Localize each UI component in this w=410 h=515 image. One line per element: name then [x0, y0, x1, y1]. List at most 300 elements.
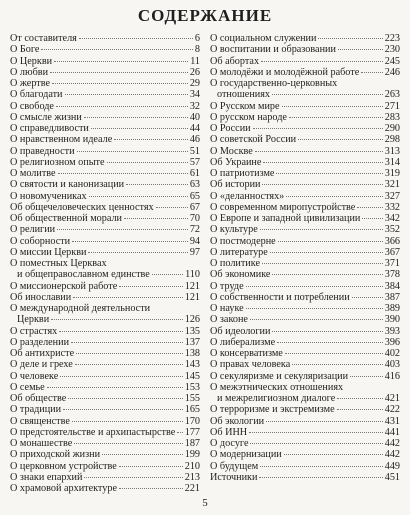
toc-entry [210, 213, 400, 224]
toc-entry-title: О культуре [210, 224, 258, 236]
toc-entry [210, 56, 400, 67]
toc-entry-title: О разделении [10, 336, 70, 348]
leader-dots [285, 353, 383, 354]
toc-entry [210, 281, 400, 292]
toc-entry-title: О любви [10, 66, 49, 78]
toc-entry [210, 449, 400, 460]
toc-entry-title-cont: и межрелигиозном диалоге [217, 393, 336, 404]
leader-dots [91, 128, 188, 129]
toc-entry-title: О благодати [10, 89, 63, 101]
leader-dots [119, 488, 183, 489]
toc-page-number: 416 [384, 370, 400, 382]
toc-entry-title: О новомучениках [10, 190, 87, 202]
toc-entry-title: О святости и канонизации [10, 179, 125, 191]
toc-page-number: 34 [189, 89, 200, 101]
toc-entry-title: От составителя [10, 33, 77, 44]
leader-dots [262, 263, 383, 264]
toc-entry-title: О терроризме и экстремизме [210, 404, 335, 416]
toc-page-number: 51 [189, 145, 200, 157]
toc-entry-title: О либерализме [210, 336, 276, 348]
leader-dots [156, 207, 188, 208]
toc-entry-title: О нравственном идеале [10, 134, 113, 146]
leader-dots [260, 466, 382, 467]
toc-page-number: 97 [189, 246, 200, 258]
leader-dots [270, 252, 383, 253]
leader-dots [259, 477, 382, 478]
toc-page-number: 332 [384, 201, 400, 213]
toc-entry-title-cont: отношениях [217, 89, 271, 101]
leader-dots [72, 241, 188, 242]
toc-page-number: 431 [384, 415, 400, 427]
leader-dots [249, 432, 383, 433]
toc-page-number: 449 [384, 460, 400, 472]
leader-dots [298, 139, 383, 140]
toc-page-number: 63 [189, 179, 200, 191]
toc-page-number: 442 [384, 449, 400, 461]
leader-dots [338, 49, 383, 50]
toc-entry [10, 258, 200, 281]
toc-entry [10, 44, 200, 55]
toc-entry [10, 146, 200, 157]
toc-page-number: 367 [384, 246, 400, 258]
toc-entry-title: Об идеологии [210, 325, 271, 337]
leader-dots [352, 297, 383, 298]
toc-entry-title-cont: Церкви [17, 314, 50, 326]
toc-entry-title: О справедливости [10, 123, 89, 134]
toc-page-number: 290 [384, 123, 400, 134]
toc-entry [210, 78, 400, 101]
toc-page-number: 421 [384, 393, 400, 404]
toc-page-number: 61 [189, 168, 200, 179]
toc-entry [210, 44, 400, 55]
toc-entry-title: О досуге [210, 438, 249, 449]
leader-dots [278, 241, 383, 242]
toc-entry-title: О Боге [10, 44, 40, 56]
toc-entry-title: О молитве [10, 168, 56, 179]
leader-dots [114, 139, 188, 140]
toc-entry [210, 191, 400, 202]
leader-dots [72, 421, 183, 422]
toc-page-number: 319 [384, 168, 400, 179]
leader-dots [292, 364, 382, 365]
leader-dots [255, 151, 383, 152]
toc-page-number: 121 [184, 280, 200, 292]
toc-page-number: 441 [384, 426, 400, 438]
toc-entry [210, 157, 400, 168]
toc-entry [10, 213, 200, 224]
toc-entry [210, 461, 400, 472]
toc-entry [210, 134, 400, 145]
toc-page-number: 387 [384, 291, 400, 303]
leader-dots [75, 364, 183, 365]
toc-entry [10, 326, 200, 337]
toc-entry [10, 359, 200, 370]
toc-page-number: 26 [189, 66, 200, 78]
toc-page-number: 170 [184, 415, 200, 427]
toc-entry [10, 67, 200, 78]
toc-page-number: 32 [189, 100, 200, 112]
leader-dots [361, 72, 382, 73]
toc-entry-title: О труде [210, 280, 244, 292]
toc-entry-title: О предстоятельстве и архипастырстве [10, 426, 176, 438]
toc-entry [10, 191, 200, 202]
toc-entry [10, 247, 200, 258]
toc-page-number: 230 [384, 44, 400, 56]
page-number: 5 [202, 497, 208, 509]
toc-column-left [10, 33, 200, 494]
toc-entry [10, 382, 200, 393]
toc-entry-title: О религии [10, 224, 56, 236]
leader-dots [337, 398, 382, 399]
leader-dots [56, 106, 188, 107]
leader-dots [76, 353, 183, 354]
toc-page-number: 213 [184, 471, 200, 483]
toc-entry [210, 371, 400, 382]
toc-page-number: 155 [184, 393, 200, 404]
toc-entry [210, 438, 400, 449]
toc-entry-title: О знаки епархий [10, 471, 83, 483]
toc-entry-title: Об Украине [210, 156, 262, 168]
leader-dots [79, 38, 193, 39]
leader-dots [50, 72, 188, 73]
toc-entry [210, 416, 400, 427]
toc-entry-title: О собственности и потреблении [210, 291, 350, 303]
toc-entry [10, 134, 200, 145]
toc-entry-title: О «деланностях» [210, 190, 285, 202]
toc-page-number: 298 [384, 134, 400, 146]
toc-entry [10, 123, 200, 134]
toc-entry [10, 78, 200, 89]
toc-entry-title: О науке [210, 303, 244, 314]
toc-entry-title: Об экономике [210, 269, 271, 281]
toc-page-number: 352 [384, 224, 400, 236]
toc-page-number: 110 [185, 269, 200, 281]
toc-page-number: 396 [384, 336, 400, 348]
toc-entry-title: О жертве [10, 78, 51, 89]
toc-entry [210, 123, 400, 134]
toc-page-number: 165 [184, 404, 200, 416]
toc-entry [210, 382, 400, 405]
toc-entry [10, 202, 200, 213]
toc-page-number: 8 [194, 44, 200, 56]
leader-dots [246, 286, 383, 287]
toc-entry [210, 168, 400, 179]
leader-dots [152, 274, 183, 275]
toc-entry-title: О поместных Церквах [10, 258, 107, 269]
toc-entry [210, 258, 400, 269]
toc-page-number: 402 [384, 348, 400, 359]
leader-dots [272, 274, 382, 275]
toc-page-number: 245 [384, 55, 400, 67]
toc-page-number: 451 [384, 471, 400, 483]
toc-entry-title: О Церкви [10, 55, 53, 67]
toc-entry-title: О политике [210, 258, 260, 269]
toc-entry-title: Об экологии [210, 415, 265, 427]
toc-entry [10, 348, 200, 359]
toc-page-number: 384 [384, 280, 400, 292]
toc-page-number: 137 [184, 336, 200, 348]
toc-page-number: 44 [189, 123, 200, 134]
toc-entry [210, 236, 400, 247]
toc-page-number: 342 [384, 213, 400, 224]
toc-page-number: 143 [184, 359, 200, 371]
toc-page-number: 46 [189, 134, 200, 146]
toc-entry-title: Об общественной морали [10, 213, 123, 224]
toc-entry-title: О государственно-церковных [210, 78, 338, 89]
toc-page-number: 403 [384, 359, 400, 371]
toc-page-number: 65 [189, 190, 200, 202]
toc-entry [10, 438, 200, 449]
leader-dots [286, 196, 382, 197]
toc-page-number: 72 [189, 224, 200, 236]
toc-entry-title-cont: и общеправославном единстве [17, 269, 150, 281]
leader-dots [60, 376, 183, 377]
leader-dots [54, 61, 188, 62]
toc-entry-title: О патриотизме [210, 168, 275, 179]
toc-page-number: 371 [384, 258, 400, 269]
toc-entry [210, 67, 400, 78]
leader-dots [350, 376, 383, 377]
leader-dots [102, 454, 183, 455]
toc-entry [10, 89, 200, 100]
toc-entry-title: Об ИНН [210, 426, 248, 438]
leader-dots [177, 432, 182, 433]
toc-page-number: 210 [184, 460, 200, 472]
toc-entry-title: О свободе [10, 100, 54, 112]
toc-entry-title: О человеке [10, 370, 59, 382]
toc-page-number: 187 [184, 438, 200, 449]
toc-entry [210, 247, 400, 258]
toc-entry [10, 404, 200, 415]
toc-entry [10, 168, 200, 179]
toc-page-number: 177 [184, 426, 200, 438]
toc-entry [210, 224, 400, 235]
leader-dots [71, 342, 183, 343]
toc-entry-title: О секуляризме и секуляризации [210, 370, 349, 382]
toc-entry [10, 101, 200, 112]
toc-entry-title: О межэтнических отношениях [210, 381, 344, 393]
toc-entry-title: О религиозном опыте [10, 156, 105, 168]
toc-entry-title: Источники [210, 471, 258, 483]
leader-dots [362, 218, 382, 219]
toc-entry-title: О церковном устройстве [10, 460, 117, 472]
toc-page-number: 366 [384, 235, 400, 247]
toc-page-number: 389 [384, 303, 400, 314]
leader-dots [253, 128, 383, 129]
toc-entry-title: Об инославии [10, 291, 72, 303]
toc-entry-title: О священстве [10, 415, 70, 427]
toc-entry [10, 393, 200, 404]
toc-page-number: 221 [184, 483, 200, 494]
leader-dots [73, 297, 183, 298]
toc-entry-title: О храмовой архитектуре [10, 483, 117, 494]
toc-entry-title: О социальном служении [210, 33, 317, 44]
leader-dots [52, 83, 188, 84]
toc-entry [210, 146, 400, 157]
leader-dots [65, 94, 188, 95]
toc-entry [10, 371, 200, 382]
leader-dots [88, 252, 187, 253]
toc-page-number: 378 [384, 269, 400, 281]
leader-dots [261, 61, 383, 62]
toc-entry-title: О консерватизме [210, 348, 283, 359]
toc-entry [10, 112, 200, 123]
toc-entry-title: О миссии Церкви [10, 246, 87, 258]
toc-entry [10, 449, 200, 460]
toc-entry [10, 179, 200, 190]
toc-page-number: 121 [184, 291, 200, 303]
leader-dots [119, 286, 182, 287]
toc-entry [10, 292, 200, 303]
toc-page-number: 321 [384, 179, 400, 191]
toc-entry [210, 427, 400, 438]
toc-entry-title: О будущем [210, 460, 259, 472]
toc-entry-title: О традиции [10, 404, 62, 416]
toc-entry-title: О праведности [10, 145, 75, 157]
toc-page-number: 57 [189, 156, 200, 168]
leader-dots [276, 173, 382, 174]
leader-dots [57, 229, 188, 230]
toc-column-right [210, 33, 400, 483]
toc-entry-title: О страстях [10, 325, 58, 337]
leader-dots [41, 49, 192, 50]
leader-dots [89, 196, 188, 197]
leader-dots [337, 409, 383, 410]
toc-entry [210, 348, 400, 359]
leader-dots [262, 184, 382, 185]
toc-entry [10, 56, 200, 67]
leader-dots [59, 331, 182, 332]
leader-dots [58, 173, 188, 174]
toc-page-number: 271 [384, 100, 400, 112]
toc-page-number: 442 [384, 438, 400, 449]
toc-entry-title: Об общечеловеческих ценностях [10, 201, 154, 213]
toc-entry-title: О соборности [10, 235, 71, 247]
toc-entry-title: О воспитании и образовании [210, 44, 336, 56]
toc-entry-title: Об истории [210, 179, 261, 191]
toc-page-number: 153 [184, 381, 200, 393]
toc-entry-title: О русском народе [210, 111, 287, 123]
toc-entry-title: Об абортах [210, 55, 260, 67]
toc-page-number: 40 [189, 111, 200, 123]
leader-dots [260, 229, 383, 230]
toc-page-number: 422 [384, 404, 400, 416]
leader-dots [84, 477, 182, 478]
toc-entry-title: О современном миропустройстве [210, 201, 356, 213]
toc-entry-title: О семье [10, 381, 45, 393]
toc-entry [210, 472, 400, 483]
toc-entry [10, 472, 200, 483]
toc-page-number: 393 [384, 325, 400, 337]
toc-entry-title: О модернизации [210, 449, 282, 461]
leader-dots [68, 398, 182, 399]
leader-dots [284, 454, 383, 455]
toc-entry-title: О молодёжи и молодёжной работе [210, 66, 360, 78]
toc-page-number: 29 [189, 78, 200, 89]
toc-page-number: 67 [189, 201, 200, 213]
toc-entry [10, 337, 200, 348]
toc-entry-title: О международной деятельности [10, 303, 151, 314]
leader-dots [107, 162, 188, 163]
leader-dots [250, 319, 383, 320]
toc-page-number: 145 [184, 370, 200, 382]
leader-dots [119, 466, 183, 467]
toc-page-number: 126 [184, 314, 200, 326]
leader-dots [63, 409, 183, 410]
leader-dots [277, 342, 383, 343]
toc-entry [210, 359, 400, 370]
toc-page-number: 327 [384, 190, 400, 202]
toc-entry-title: О монашестве [10, 438, 73, 449]
toc-entry [10, 224, 200, 235]
toc-entry-title: О России [210, 123, 251, 134]
toc-entry [10, 303, 200, 326]
leader-dots [272, 331, 382, 332]
toc-entry [210, 292, 400, 303]
toc-page-number: 390 [384, 314, 400, 326]
toc-entry [10, 461, 200, 472]
toc-entry [210, 303, 400, 314]
leader-dots [51, 319, 183, 320]
leader-dots [272, 94, 383, 95]
toc-entry [210, 326, 400, 337]
leader-dots [77, 151, 188, 152]
toc-entry [10, 416, 200, 427]
leader-dots [289, 117, 383, 118]
toc-page-number: 135 [184, 325, 200, 337]
leader-dots [263, 162, 382, 163]
toc-entry-title: Об обществе [10, 393, 67, 404]
toc-entry [10, 157, 200, 168]
toc-entry-title: О смысле жизни [10, 111, 82, 123]
leader-dots [282, 106, 383, 107]
toc-entry [10, 281, 200, 292]
leader-dots [74, 443, 182, 444]
toc-page-number: 246 [384, 66, 400, 78]
toc-entry [10, 483, 200, 494]
toc-page-number: 223 [384, 33, 400, 44]
toc-entry [210, 269, 400, 280]
toc-entry [210, 33, 400, 44]
toc-entry [210, 314, 400, 325]
toc-entry-title: О миссионерской работе [10, 280, 118, 292]
toc-entry [10, 236, 200, 247]
toc-page-number: 6 [194, 33, 200, 44]
toc-page-number: 283 [384, 111, 400, 123]
toc-page-number: 138 [184, 348, 200, 359]
toc-entry-title: Об антихристе [10, 348, 75, 359]
toc-entry-title: О литературе [210, 246, 268, 258]
toc-entry-title: О деле и грехе [10, 359, 73, 371]
toc-page-number: 263 [384, 89, 400, 101]
toc-entry [210, 337, 400, 348]
toc-entry [210, 202, 400, 213]
toc-entry [210, 101, 400, 112]
toc-entry-title: О Европе и западной цивилизации [210, 213, 361, 224]
toc-entry [10, 427, 200, 438]
leader-dots [246, 308, 383, 309]
toc-page-number: 314 [384, 156, 400, 168]
leader-dots [126, 184, 188, 185]
toc-page-number: 11 [190, 55, 200, 67]
toc-page-number: 94 [189, 235, 200, 247]
toc-page-number: 313 [384, 145, 400, 157]
toc-page-number: 70 [189, 213, 200, 224]
toc-entry-title: О приходской жизни [10, 449, 101, 461]
toc-entry-title: О правах человека [210, 359, 291, 371]
leader-dots [318, 38, 382, 39]
toc-entry [210, 112, 400, 123]
